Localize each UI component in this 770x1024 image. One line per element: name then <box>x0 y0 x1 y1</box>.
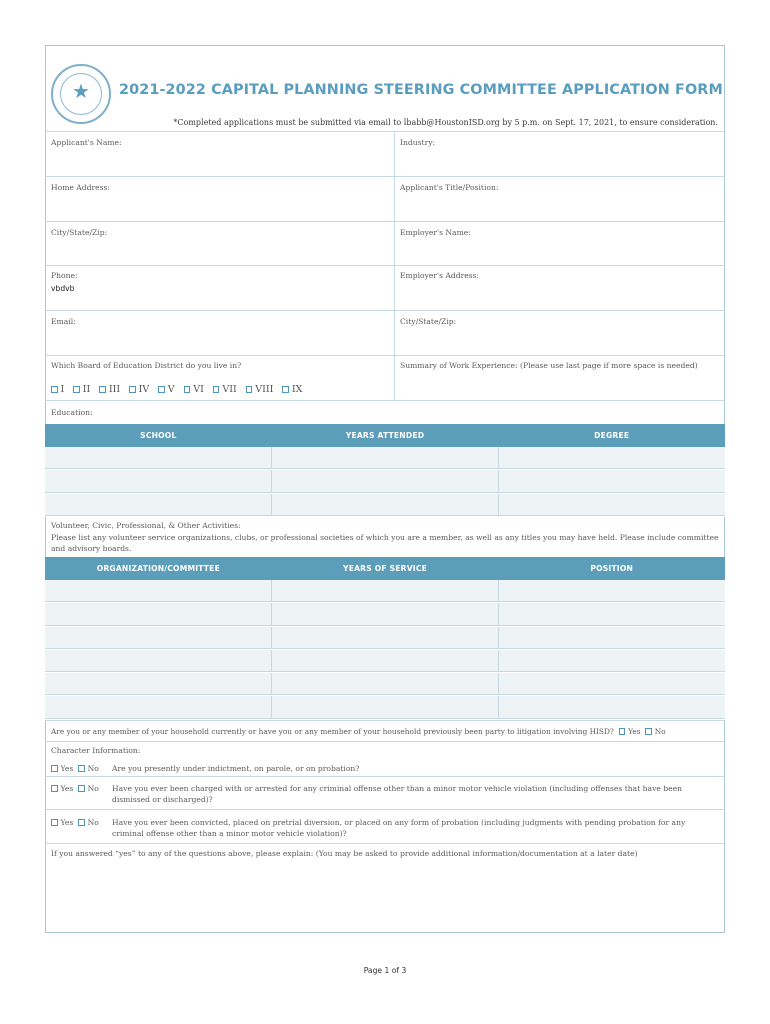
district-option[interactable]: VII <box>213 384 237 395</box>
district-options <box>51 384 308 395</box>
column-header: YEARS ATTENDED <box>345 431 425 440</box>
table-cell[interactable] <box>272 650 499 672</box>
education-table-body <box>45 447 725 517</box>
table-cell[interactable] <box>499 627 725 649</box>
table-cell[interactable] <box>272 470 499 492</box>
table-cell[interactable] <box>45 673 272 695</box>
work-summary-label: Summary of Work Experience: (Please use last page if more space is needed) <box>400 361 698 370</box>
district-option[interactable]: II <box>73 384 90 395</box>
checkbox[interactable] <box>213 386 220 393</box>
title-position-label: Applicant's Title/Position: <box>400 183 499 192</box>
explain-field[interactable] <box>51 864 719 928</box>
divider <box>45 265 725 266</box>
yes-checkbox[interactable] <box>51 819 58 826</box>
board-district-label: Which Board of Education District do you live in? <box>51 361 242 370</box>
question-text: Have you ever been convicted, placed on pretrial diversion, or placed on any form of probation (including judgments with pending probation for any criminal offense other than a minor motor vehicle violation)? <box>112 818 686 838</box>
page-number: Page 1 of 3 <box>363 966 407 975</box>
table-cell[interactable] <box>45 627 272 649</box>
table-cell[interactable] <box>45 696 272 718</box>
table-cell[interactable] <box>499 696 725 718</box>
table-row <box>45 580 725 603</box>
activities-title: Volunteer, Civic, Professional, & Other Activities: <box>51 521 241 530</box>
column-header: DEGREE <box>594 431 630 440</box>
divider <box>45 310 725 311</box>
no-checkbox[interactable] <box>78 765 85 772</box>
litigation-no-checkbox[interactable] <box>645 728 652 735</box>
applicant-name-label: Applicant's Name: <box>51 138 122 147</box>
table-cell[interactable] <box>45 650 272 672</box>
district-option[interactable]: VIII <box>246 384 274 395</box>
table-row <box>45 673 725 696</box>
city-state-zip-label: City/State/Zip: <box>51 228 108 237</box>
table-cell[interactable] <box>272 627 499 649</box>
table-cell[interactable] <box>272 673 499 695</box>
table-row <box>45 603 725 626</box>
divider <box>45 176 725 177</box>
no-checkbox[interactable] <box>78 819 85 826</box>
character-label: Character Information: <box>51 746 141 755</box>
checkbox[interactable] <box>282 386 289 393</box>
form-title: 2021-2022 CAPITAL PLANNING STEERING COMMITTEE APPLICATION FORM <box>119 82 723 98</box>
district-option[interactable]: IX <box>282 384 302 395</box>
employer-city-state-zip-label: City/State/Zip: <box>400 317 457 326</box>
checkbox[interactable] <box>129 386 136 393</box>
employer-address-label: Employer's Address: <box>400 271 480 280</box>
table-cell[interactable] <box>272 603 499 625</box>
star-icon: ★ <box>72 79 90 103</box>
table-cell[interactable] <box>45 494 272 516</box>
question-text: Have you ever been charged with or arrested for any criminal offense other than a minor motor vehicle violation (including offenses that have been dismissed or discharged)? <box>112 784 683 804</box>
activities-description: Please list any volunteer service organizations, clubs, or professional societies of which you are a member, as well as any titles you may have held. Please include committee and advisory boards. <box>51 532 719 553</box>
divider <box>45 131 725 132</box>
checkbox[interactable] <box>158 386 165 393</box>
table-cell[interactable] <box>45 603 272 625</box>
table-cell[interactable] <box>45 447 272 469</box>
yes-checkbox[interactable] <box>51 765 58 772</box>
table-cell[interactable] <box>272 696 499 718</box>
checkbox[interactable] <box>184 386 191 393</box>
phone-label: Phone: <box>51 271 78 280</box>
no-checkbox[interactable] <box>78 785 85 792</box>
table-row <box>45 696 725 719</box>
district-seal-logo <box>51 64 111 124</box>
table-row <box>45 447 725 470</box>
checkbox[interactable] <box>246 386 253 393</box>
table-cell[interactable] <box>272 494 499 516</box>
divider <box>45 355 725 356</box>
table-cell[interactable] <box>499 650 725 672</box>
table-row <box>45 470 725 493</box>
activities-section <box>51 520 719 555</box>
education-table-header <box>45 424 725 447</box>
table-cell[interactable] <box>272 580 499 602</box>
table-cell[interactable] <box>272 447 499 469</box>
district-option[interactable]: VI <box>184 384 204 395</box>
table-cell[interactable] <box>499 580 725 602</box>
education-label: Education: <box>51 408 93 417</box>
yes-no-options: Yes No <box>51 763 99 774</box>
yes-checkbox[interactable] <box>51 785 58 792</box>
checkbox[interactable] <box>99 386 106 393</box>
column-header: YEARS OF SERVICE <box>343 564 427 573</box>
email-label: Email: <box>51 317 76 326</box>
column-header: POSITION <box>590 564 634 573</box>
divider <box>45 741 725 742</box>
table-row <box>45 650 725 673</box>
table-row <box>45 494 725 517</box>
table-cell[interactable] <box>45 470 272 492</box>
district-option[interactable]: I <box>51 384 64 395</box>
explain-label: If you answered “yes” to any of the questions above, please explain: (You may be asked to provide additional information/documentation at a later date) <box>51 849 638 858</box>
divider <box>45 221 725 222</box>
column-divider <box>394 131 395 400</box>
checkbox[interactable] <box>51 386 58 393</box>
divider <box>45 400 725 401</box>
divider <box>45 843 725 844</box>
employer-name-label: Employer's Name: <box>400 228 471 237</box>
question-text: Are you presently under indictment, on parole, or on probation? <box>112 764 360 773</box>
column-header: ORGANIZATION/COMMITTEE <box>96 564 220 573</box>
district-option[interactable]: IV <box>129 384 149 395</box>
checkbox[interactable] <box>73 386 80 393</box>
yes-no-options: Yes No <box>51 817 99 828</box>
submission-note: *Completed applications must be submitted via email to lbabb@HoustonISD.org by 5 p.m. on Sept. 17, 2021, to ensure consideration. <box>173 118 718 127</box>
district-option[interactable]: V <box>158 384 174 395</box>
table-row <box>45 627 725 650</box>
table-cell[interactable] <box>499 447 725 469</box>
table-cell[interactable] <box>45 580 272 602</box>
table-cell[interactable] <box>499 494 725 516</box>
table-cell[interactable] <box>499 603 725 625</box>
divider <box>45 720 725 721</box>
divider <box>45 776 725 777</box>
column-header: SCHOOL <box>140 431 177 440</box>
district-option[interactable]: III <box>99 384 120 395</box>
litigation-yes-checkbox[interactable] <box>619 728 626 735</box>
industry-label: Industry: <box>400 138 436 147</box>
table-cell[interactable] <box>499 673 725 695</box>
phone-field[interactable]: vbdvb <box>51 284 75 293</box>
divider <box>45 809 725 810</box>
home-address-label: Home Address: <box>51 183 110 192</box>
table-cell[interactable] <box>499 470 725 492</box>
yes-no-options: Yes No <box>51 783 99 794</box>
litigation-question: Are you or any member of your household currently or have you or any member of your household previously been party to litigation involving HISD? Yes No <box>51 727 666 736</box>
activities-table-header <box>45 557 725 580</box>
activities-table-body <box>45 580 725 720</box>
